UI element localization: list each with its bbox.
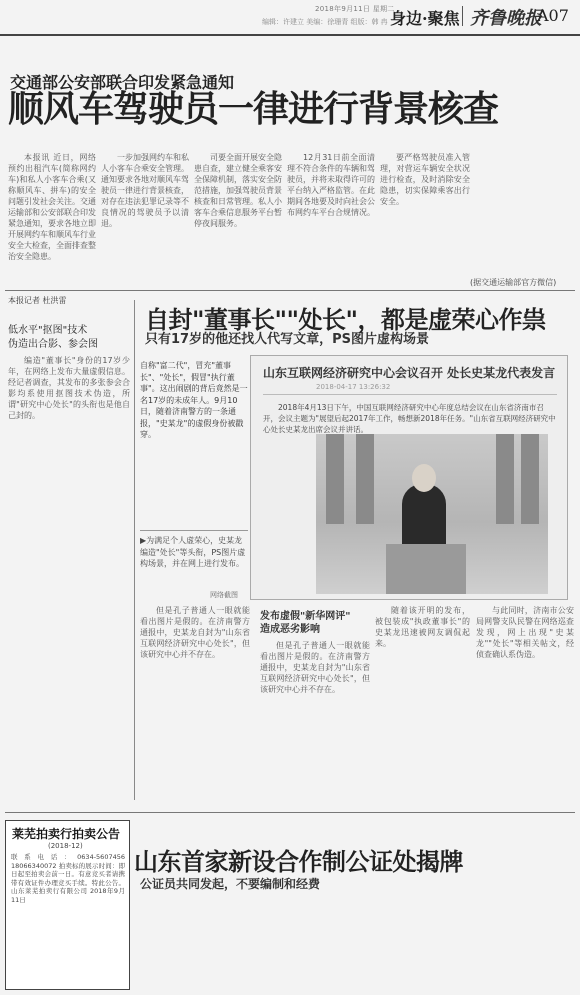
story1-col4: 12月31日前全面清理不符合条件的车辆和驾驶员，并将未取得许可的平台纳入严格监管。在此期间各地要及时向社会公布网约车平台合规情况。: [287, 153, 375, 217]
story1-col2: 一步加强网约车和私人小客车合乘安全管理。通知要求各地对顺风车驾驶员一律进行背景核查，对存在违法犯罪记录等不良情况的驾驶员予以清退。: [101, 153, 189, 228]
story2-headline: 自封"董事长""处长"，都是虚荣心作祟: [145, 306, 546, 334]
net-credit: 网络截图: [210, 591, 238, 599]
story2-intro-box: [140, 360, 248, 568]
story2-subheading: 发布虚假"新华网评" 造成恶劣影响: [260, 611, 351, 635]
story2-byline: 本报记者 杜洪雷: [8, 296, 67, 305]
ad-number: (2018-12): [48, 842, 83, 850]
page-number: A07: [537, 6, 569, 25]
section-title: 身边·聚焦: [390, 9, 460, 28]
auction-notice: [5, 820, 130, 990]
story1-col3: 司要全面开展安全隐患自查，建立健全乘客安全保障机制，落实安全防范措施，加强驾驶员背景核查和日常管理。私人小客车合乘信息服务平台暂停夜间服务。: [194, 153, 282, 228]
editors-line: 编辑：许建立 美编：徐珊青 组版：韩 冉: [262, 18, 388, 26]
story2-col-r1: 随着该开明的发布，被包装成"执政董事长"的史某龙迅速被网友调侃起来。: [375, 606, 470, 648]
speaker-head: [412, 464, 436, 492]
flag-shape: [356, 434, 374, 524]
fake-conference-photo: [316, 434, 548, 594]
page-header: [0, 0, 580, 36]
doc-divider: [263, 394, 557, 395]
story1-col5: 要严格驾驶员准入管理，对营运车辆安全状况进行检查，及时消除安全隐患，切实保障乘客出行安全。: [380, 153, 470, 206]
doc-meta: 2018-04-17 13:26:32: [316, 383, 391, 391]
story2-subhead: 只有17岁的他还找人代写文章，PS图片虚构场景: [145, 332, 429, 347]
flag-shape: [326, 434, 344, 524]
story3-subhead: 公证员共同发起，不要编制和经费: [140, 877, 321, 891]
flag-shape: [496, 434, 514, 524]
brand-logo: 齐鲁晚报: [470, 8, 542, 29]
doc-body: 2018年4月13日下午，中国互联网经济研究中心年度总结会议在山东省济南市召开，会议主题为"展望后起2017年工作，畅想新2018年任务。"山东省互联网经济研究中心处长史某龙出席会议并讲话。: [263, 403, 556, 434]
header-rule: [0, 34, 580, 36]
story2-mid-col: 但是孔子普通人一眼就能看出图片是假的。在济南警方通报中，史某龙自封为"山东省互联网经济研究中心处长"，但该研究中心并不存在。: [140, 606, 250, 659]
story-divider: [5, 812, 575, 813]
column-divider: [134, 300, 135, 800]
podium: [386, 544, 466, 594]
story1-headline: 顺风车驾驶员一律进行背景核查: [8, 89, 499, 130]
story2-side-subtitle: 低水平"抠图"技术 伪造出合影、参会图: [8, 325, 98, 350]
story2-intro: 自称"富二代"，冒充"董事长"、"处长"，假冒"执行董事"。这出闹剧的背后竟然是一名17岁的未成年人。9月10日，随着济南警方的一条通报，"史某龙"的虚假身份被戳穿。: [140, 361, 248, 439]
date-line: 2018年9月11日 星期二: [315, 5, 395, 13]
story2-col-r2: 与此同时，济南市公安局网警支队民警在网络巡查发现，网上出现"史某龙""处长"等相关帖文，经侦查确认系伪造。: [476, 606, 574, 659]
ad-title: 莱芜拍卖行拍卖公告: [12, 827, 121, 841]
photo-caption: ▶为满足个人虚荣心，史某龙编造"处长"等头衔，PS图片虚构场景，并在网上进行发布。: [140, 530, 248, 595]
story1-kicker: 交通部公安部联合印发紧急通知: [10, 73, 235, 92]
story2-left-col: 编造"董事长"身份的17岁少年，在网络上发布大量虚假信息。经记者调查，其发布的多张参会合影均系使用抠图技术伪造，所谓"研究中心处长"的头衔也是他自己封的。: [8, 356, 130, 420]
story-divider: [5, 290, 575, 291]
ad-body: 联系电话：0634-5607456 18066340072 拍卖标的展示时间：即日起至拍卖会前一日。有意竞买者请携带有效证件办理竞买手续。特此公告。山东莱芜拍卖行有限公司 2018年9月11日: [11, 853, 125, 904]
story1-credit: (据交通运输部官方微信): [470, 278, 557, 287]
header-divider: [462, 6, 463, 26]
story1-col1: 本报讯 近日，网络预约出租汽车(简称网约车)和私人小客车合乘(又称顺风车、拼车)的安全问题引发社会关注。交通运输部和公安部联合印发紧急通知，要求各地立即开展网约车和顺风车行业安全大检查，全面排查整治安全隐患。: [8, 153, 96, 261]
flag-shape: [521, 434, 539, 524]
story2-col-r0: 但是孔子普通人一眼就能看出图片是假的。在济南警方通报中，史某龙自封为"山东省互联网经济研究中心处长"，但该研究中心并不存在。: [260, 641, 370, 694]
doc-title: 山东互联网经济研究中心会议召开 处长史某龙代表发言: [263, 366, 556, 380]
story3-headline: 山东首家新设合作制公证处揭牌: [134, 848, 463, 876]
